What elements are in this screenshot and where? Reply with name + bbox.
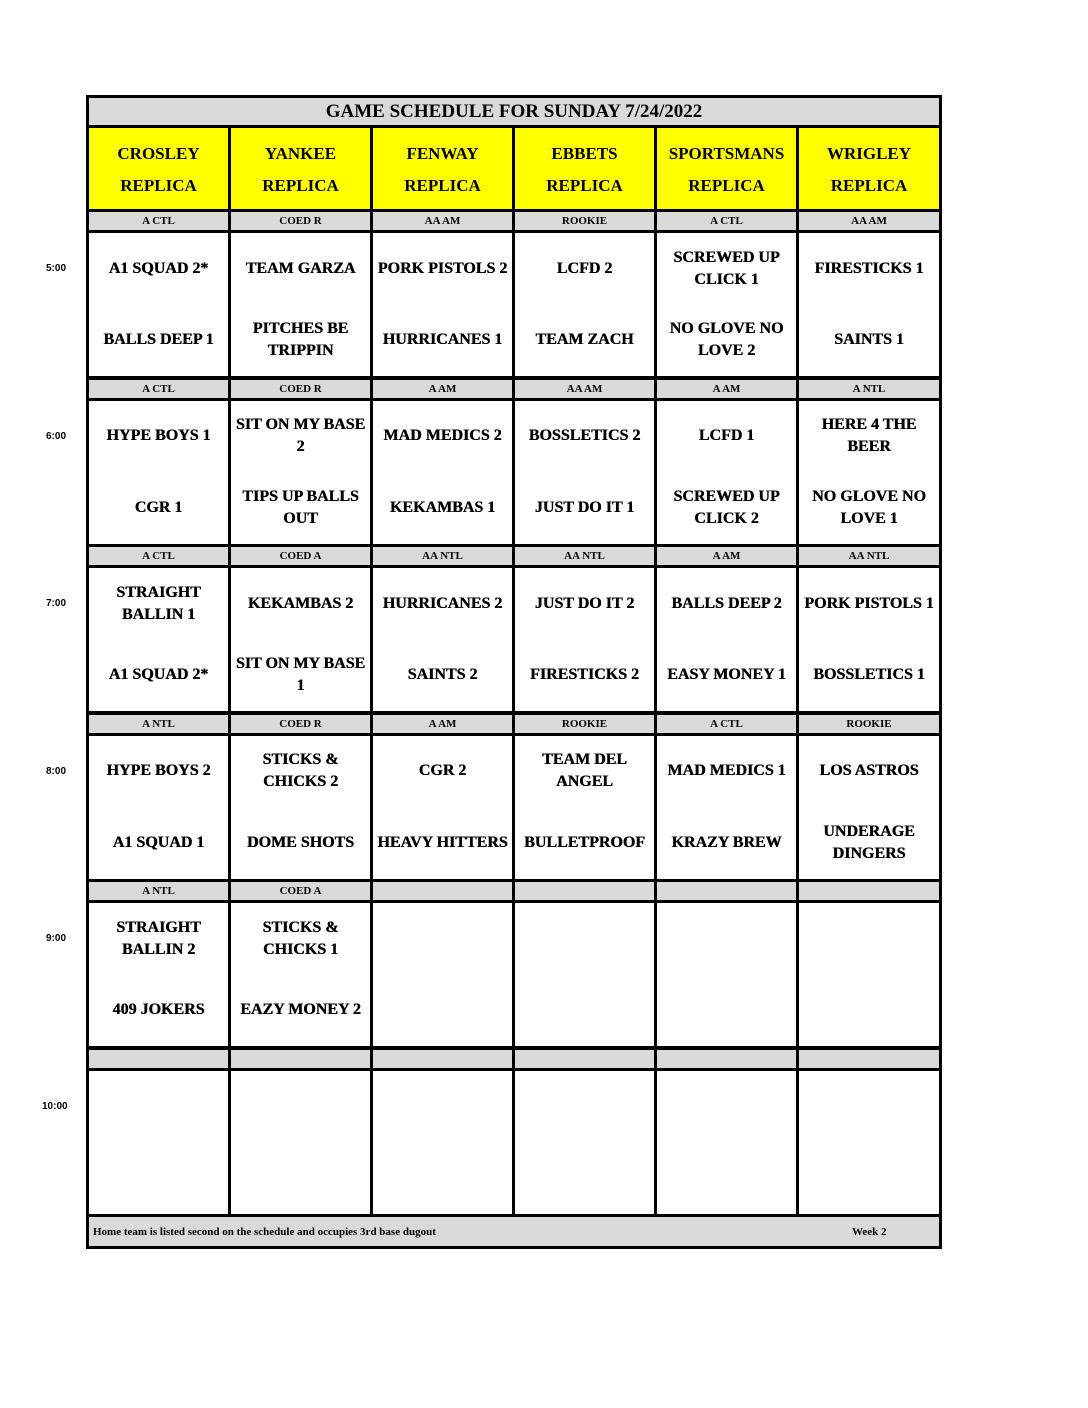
division-label: COED R [231, 715, 370, 733]
game-cell [799, 736, 939, 879]
home-team [657, 975, 796, 1047]
game-cell [231, 903, 370, 1046]
field-header [799, 128, 939, 209]
away-team: A1 SQUAD 2* [108, 259, 209, 277]
division-label: A AM [657, 547, 796, 565]
game-cell [373, 736, 512, 879]
division-label: A CTL [657, 715, 796, 733]
home-team: NO GLOVE NO LOVE 2 [669, 320, 784, 360]
division-label: ROOKIE [799, 715, 939, 733]
game-cell [799, 903, 939, 1046]
away-team: MAD MEDICS 1 [667, 762, 786, 780]
game-cell [515, 1071, 654, 1214]
game-cell [515, 736, 654, 879]
game-cell [231, 736, 370, 879]
away-team: PORK PISTOLS 2 [377, 259, 508, 277]
game-cell [657, 1071, 796, 1214]
home-team: 409 JOKERS [112, 1001, 205, 1019]
game-cell [89, 903, 228, 1046]
time-slot-label: 8:00 [46, 765, 67, 777]
away-team [657, 903, 796, 975]
home-team: FIRESTICKS 2 [530, 666, 639, 684]
home-team: A1 SQUAD 2* [108, 666, 209, 684]
away-team [799, 903, 939, 975]
game-cell [231, 401, 370, 544]
week-label: Week 2 [852, 1225, 887, 1238]
game-cell [89, 401, 228, 544]
game-cell [799, 568, 939, 711]
game-cell [89, 233, 228, 376]
home-team: BOSSLETICS 1 [813, 666, 925, 684]
division-label: ROOKIE [515, 715, 654, 733]
home-team: PITCHES BE TRIPPIN [252, 320, 349, 360]
division-label: A AM [657, 380, 796, 398]
away-team: MAD MEDICS 2 [383, 427, 502, 445]
game-cell [657, 401, 796, 544]
division-label [799, 882, 939, 900]
field-header [515, 128, 654, 209]
home-team [373, 1142, 512, 1214]
home-team: A1 SQUAD 1 [112, 833, 205, 851]
home-team [231, 1142, 370, 1214]
game-cell [373, 568, 512, 711]
game-cell [231, 233, 370, 376]
away-team: FIRESTICKS 1 [814, 259, 924, 277]
home-team: TIPS UP BALLS OUT [242, 487, 359, 527]
division-label: ROOKIE [515, 212, 654, 230]
home-team [89, 1142, 228, 1214]
away-team: BOSSLETICS 2 [528, 427, 641, 445]
division-label [657, 1050, 796, 1068]
home-team: HEAVY HITTERS [377, 833, 508, 851]
field-header [657, 128, 796, 209]
home-team: SCREWED UP CLICK 2 [673, 487, 780, 527]
home-team [515, 1142, 654, 1214]
away-team: JUST DO IT 2 [534, 594, 635, 612]
division-label: A CTL [89, 212, 228, 230]
home-team: CGR 1 [134, 498, 183, 516]
away-team: KEKAMBAS 2 [247, 594, 354, 612]
home-team [657, 1142, 796, 1214]
division-label [89, 1050, 228, 1068]
division-label: A CTL [89, 380, 228, 398]
home-team [799, 975, 939, 1047]
field-name: CROSLEY [117, 144, 200, 163]
away-team: HYPE BOYS 1 [106, 427, 211, 445]
division-label: A AM [373, 380, 512, 398]
away-team: STICKS & CHICKS 2 [262, 751, 339, 791]
field-name: WRIGLEY [826, 144, 912, 163]
field-header [231, 128, 370, 209]
home-team: UNDERAGE DINGERS [823, 822, 915, 862]
home-team: HURRICANES 1 [382, 331, 503, 349]
away-team: TEAM GARZA [245, 259, 356, 277]
home-team: KEKAMBAS 1 [389, 498, 496, 516]
game-cell [799, 233, 939, 376]
division-label [515, 882, 654, 900]
division-label: A NTL [799, 380, 939, 398]
away-team: SIT ON MY BASE 2 [235, 416, 366, 456]
away-team: CGR 2 [418, 762, 467, 780]
field-header [373, 128, 512, 209]
division-label: AA AM [799, 212, 939, 230]
field-type: REPLICA [120, 176, 197, 195]
game-cell [799, 401, 939, 544]
away-team: LOS ASTROS [819, 762, 919, 780]
game-cell [515, 568, 654, 711]
home-team: BULLETPROOF [524, 833, 645, 851]
division-label: A CTL [657, 212, 796, 230]
game-cell [799, 1071, 939, 1214]
game-cell [657, 736, 796, 879]
footer-bar [89, 1217, 939, 1246]
away-team: HYPE BOYS 2 [106, 762, 211, 780]
away-team [89, 1071, 228, 1143]
division-label: COED A [231, 547, 370, 565]
division-label [373, 882, 512, 900]
division-label: AA AM [373, 212, 512, 230]
home-team: EASY MONEY 1 [667, 666, 786, 684]
away-team: BALLS DEEP 2 [671, 594, 782, 612]
game-cell [657, 903, 796, 1046]
division-label [799, 1050, 939, 1068]
game-cell [373, 1071, 512, 1214]
home-team: DOME SHOTS [246, 833, 355, 851]
field-name: FENWAY [406, 144, 479, 163]
game-cell [89, 1071, 228, 1214]
home-team: BALLS DEEP 1 [103, 331, 214, 349]
time-slot-label: 5:00 [46, 263, 67, 274]
division-label: A AM [373, 715, 512, 733]
away-team: HURRICANES 2 [382, 594, 503, 612]
away-team [373, 903, 512, 975]
away-team: LCFD 1 [698, 427, 755, 445]
schedule-title: GAME SCHEDULE FOR SUNDAY 7/24/2022 [89, 98, 939, 125]
home-team [515, 975, 654, 1047]
division-label: AA AM [515, 380, 654, 398]
away-team [657, 1071, 796, 1143]
home-team: SAINTS 2 [407, 666, 478, 684]
game-cell [231, 568, 370, 711]
division-label: A CTL [89, 547, 228, 565]
field-type: REPLICA [404, 176, 481, 195]
away-team: STRAIGHT BALLIN 1 [116, 583, 201, 623]
home-team [373, 975, 512, 1047]
division-label: AA NTL [515, 547, 654, 565]
field-header [89, 128, 228, 209]
game-cell [231, 1071, 370, 1214]
field-type: REPLICA [262, 176, 339, 195]
division-label: AA NTL [799, 547, 939, 565]
division-label: COED R [231, 380, 370, 398]
game-cell [89, 736, 228, 879]
home-team [799, 1142, 939, 1214]
field-type: REPLICA [688, 176, 765, 195]
game-cell [89, 568, 228, 711]
time-slot-label: 9:00 [46, 933, 67, 944]
home-team: KRAZY BREW [671, 833, 782, 851]
division-label: A NTL [89, 882, 228, 900]
division-label: A NTL [89, 715, 228, 733]
away-team: PORK PISTOLS 1 [804, 594, 934, 612]
away-team: LCFD 2 [556, 259, 613, 277]
away-team [231, 1071, 370, 1143]
home-team: SIT ON MY BASE 1 [235, 655, 366, 695]
field-name: EBBETS [551, 144, 618, 163]
away-team: STICKS & CHICKS 1 [262, 918, 339, 958]
division-label [373, 1050, 512, 1068]
field-name: SPORTSMANS [668, 144, 785, 163]
division-label: COED A [231, 882, 370, 900]
game-cell [373, 903, 512, 1046]
field-type: REPLICA [830, 176, 908, 195]
division-label: COED R [231, 212, 370, 230]
away-team [515, 903, 654, 975]
game-cell [515, 401, 654, 544]
time-slot-label: 7:00 [46, 598, 67, 609]
game-cell [657, 233, 796, 376]
game-cell [515, 233, 654, 376]
away-team [373, 1071, 512, 1143]
home-team: EAZY MONEY 2 [240, 1001, 361, 1019]
home-team-note: Home team is listed second on the schedule and occupies 3rd base dugout [93, 1225, 436, 1238]
game-cell [657, 568, 796, 711]
away-team: TEAM DEL ANGEL [542, 751, 627, 791]
time-slot-label: 6:00 [46, 430, 67, 442]
away-team [515, 1071, 654, 1143]
game-cell [515, 903, 654, 1046]
home-team: SAINTS 1 [834, 331, 904, 349]
away-team: SCREWED UP CLICK 1 [673, 248, 780, 288]
away-team [799, 1071, 939, 1143]
away-team: HERE 4 THE BEER [821, 416, 917, 456]
time-slot-label: 10:00 [42, 1100, 68, 1112]
home-team: JUST DO IT 1 [534, 498, 635, 516]
division-label [657, 882, 796, 900]
division-label [231, 1050, 370, 1068]
field-type: REPLICA [546, 176, 623, 195]
away-team: STRAIGHT BALLIN 2 [116, 918, 201, 958]
home-team: NO GLOVE NO LOVE 1 [812, 487, 926, 527]
home-team: TEAM ZACH [535, 331, 634, 349]
schedule-table [86, 95, 942, 1249]
division-label [515, 1050, 654, 1068]
game-cell [373, 401, 512, 544]
field-name: YANKEE [264, 144, 337, 163]
game-cell [373, 233, 512, 376]
division-label: AA NTL [373, 547, 512, 565]
